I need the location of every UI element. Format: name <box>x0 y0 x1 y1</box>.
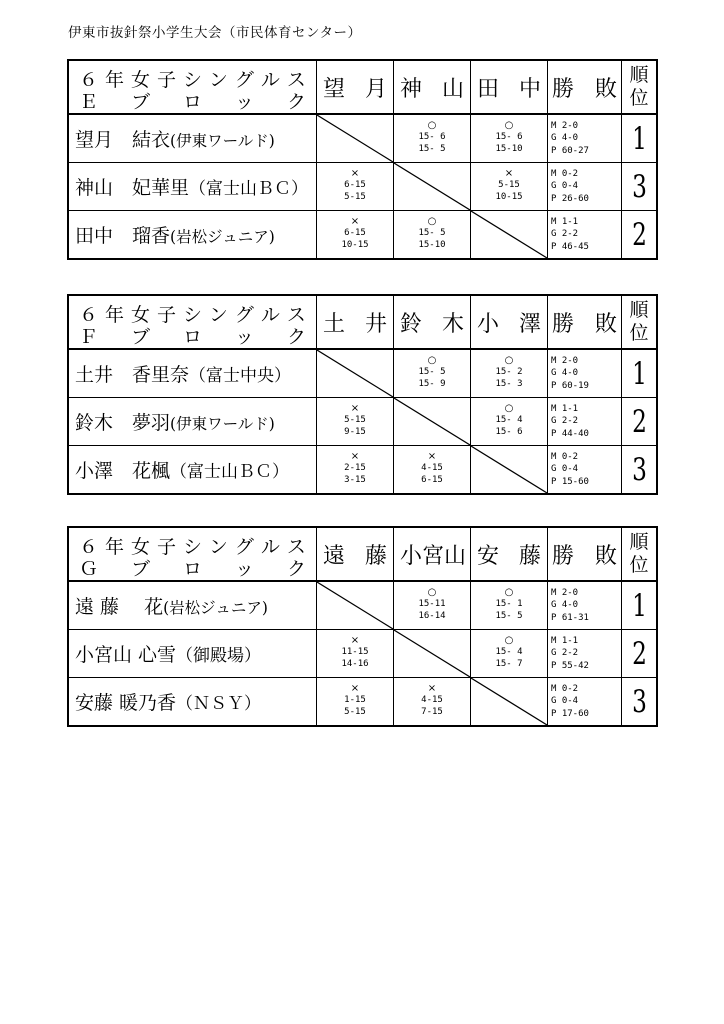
block-header-char: シ <box>182 69 202 91</box>
block-header-char: 女 <box>130 536 150 558</box>
player-name: 田中 瑠香(岩松ジュニア) <box>69 211 317 259</box>
player-row <box>69 630 657 678</box>
match-result: ○ 15- 4 15- 6 <box>471 398 548 446</box>
player-row <box>69 678 657 726</box>
opponent-header: 安 藤 <box>471 528 548 582</box>
block-header-char: 女 <box>130 304 150 326</box>
block-table <box>68 295 657 494</box>
player-row <box>69 211 657 259</box>
win-loss-header: 勝 敗 <box>548 296 622 350</box>
win-loss-summary: M 0-2 G 0-4 P 26-60 <box>548 163 622 211</box>
block-header-char: ン <box>208 304 228 326</box>
match-result: ○ 15-11 16-14 <box>394 581 471 630</box>
opponent-header: 田 中 <box>471 61 548 115</box>
block-header-char: ク <box>286 326 306 348</box>
player-row <box>69 163 657 211</box>
match-result: × 2-15 3-15 <box>317 446 394 494</box>
rank-value: 3 <box>626 163 652 211</box>
block-header-char: ブ <box>130 91 150 113</box>
block-header-char: ル <box>260 536 280 558</box>
block-header-char: 子 <box>156 304 176 326</box>
player-name: 遠 藤 花(岩松ジュニア) <box>69 581 317 630</box>
block-header-char: ン <box>208 69 228 91</box>
opponent-header: 鈴 木 <box>394 296 471 350</box>
match-result: × 5-15 9-15 <box>317 398 394 446</box>
block-header-char: 年 <box>104 69 124 91</box>
win-loss-summary: M 1-1 G 2-2 P 55-42 <box>548 630 622 678</box>
block-header-char: ル <box>260 69 280 91</box>
player-name: 望月 結衣(伊東ワールド) <box>69 114 317 163</box>
match-result: × 6-15 10-15 <box>317 211 394 259</box>
rank-header: 順 位 <box>622 296 657 350</box>
player-row <box>69 114 657 163</box>
win-loss-summary: M 1-1 G 2-2 P 44-40 <box>548 398 622 446</box>
player-name: 土井 香里奈（富士中央） <box>69 349 317 398</box>
block-header-char: 子 <box>156 536 176 558</box>
opponent-header: 小宮山 <box>394 528 471 582</box>
player-club: （ＮＳＹ） <box>176 694 262 714</box>
rank-value: 1 <box>626 581 652 630</box>
win-loss-summary: M 0-2 G 0-4 P 15-60 <box>548 446 622 494</box>
block-header <box>69 528 317 582</box>
win-loss-summary: M 2-0 G 4-0 P 60-27 <box>548 114 622 163</box>
block-header <box>69 61 317 115</box>
win-loss-header: 勝 敗 <box>548 528 622 582</box>
win-loss-summary: M 2-0 G 4-0 P 61-31 <box>548 581 622 630</box>
win-loss-header: 勝 敗 <box>548 61 622 115</box>
self-match-cell <box>471 678 548 726</box>
block-header-char: ッ <box>234 91 254 113</box>
match-result: ○ 15- 6 15- 5 <box>394 114 471 163</box>
self-match-cell <box>394 630 471 678</box>
block-header <box>69 296 317 350</box>
block-header-char: シ <box>182 536 202 558</box>
block-header-char: ロ <box>182 326 202 348</box>
match-result: ○ 15- 1 15- 5 <box>471 581 548 630</box>
match-result: × 4-15 6-15 <box>394 446 471 494</box>
block-header-char: ス <box>286 304 306 326</box>
block-header-char: 年 <box>104 536 124 558</box>
player-row <box>69 349 657 398</box>
block-header-char: グ <box>234 69 254 91</box>
player-club: (岩松ジュニア) <box>170 228 275 246</box>
player-club: (伊東ワールド) <box>170 415 275 433</box>
block-header-char: ク <box>286 91 306 113</box>
block-header-char: Ｆ <box>79 326 99 348</box>
rank-value: 3 <box>626 678 652 726</box>
self-match-cell <box>394 398 471 446</box>
block-header-char: ６ <box>79 69 99 91</box>
rank-value: 3 <box>626 446 652 494</box>
player-name: 小澤 花楓（富士山ＢＣ） <box>69 446 317 494</box>
player-club: （富士山ＢＣ） <box>189 179 309 199</box>
block-header-char: ン <box>208 536 228 558</box>
block-header-char: ブ <box>130 326 150 348</box>
player-name: 小宮山 心雪（御殿場） <box>69 630 317 678</box>
block-header-char: ブ <box>130 558 150 580</box>
block-header-char: ロ <box>182 558 202 580</box>
block-header-char: 子 <box>156 69 176 91</box>
block-header-char: ６ <box>79 304 99 326</box>
win-loss-summary: M 0-2 G 0-4 P 17-60 <box>548 678 622 726</box>
self-match-cell <box>317 581 394 630</box>
opponent-header: 望 月 <box>317 61 394 115</box>
win-loss-summary: M 1-1 G 2-2 P 46-45 <box>548 211 622 259</box>
block-header-char: グ <box>234 304 254 326</box>
player-club: (伊東ワールド) <box>170 132 275 150</box>
rank-value: 2 <box>626 398 652 446</box>
opponent-header: 土 井 <box>317 296 394 350</box>
opponent-header: 小 澤 <box>471 296 548 350</box>
rank-value: 1 <box>626 349 652 398</box>
player-row <box>69 446 657 494</box>
self-match-cell <box>471 446 548 494</box>
block-header-char: ス <box>286 536 306 558</box>
player-club: （富士中央） <box>189 366 292 386</box>
block-header-char: ６ <box>79 536 99 558</box>
rank-value: 2 <box>626 630 652 678</box>
self-match-cell <box>317 349 394 398</box>
player-club: (岩松ジュニア) <box>163 599 268 617</box>
player-name: 鈴木 夢羽(伊東ワールド) <box>69 398 317 446</box>
match-result: × 4-15 7-15 <box>394 678 471 726</box>
match-result: × 6-15 5-15 <box>317 163 394 211</box>
block-header-char: ッ <box>234 558 254 580</box>
win-loss-summary: M 2-0 G 4-0 P 60-19 <box>548 349 622 398</box>
player-club: （御殿場） <box>176 646 262 666</box>
match-result: ○ 15- 4 15- 7 <box>471 630 548 678</box>
rank-header: 順 位 <box>622 528 657 582</box>
rank-value: 2 <box>626 211 652 259</box>
player-club: （富士山ＢＣ） <box>170 462 290 482</box>
block-header-char: ス <box>286 69 306 91</box>
block-header-char: ッ <box>234 326 254 348</box>
self-match-cell <box>317 114 394 163</box>
block-header-char: ク <box>286 558 306 580</box>
self-match-cell <box>471 211 548 259</box>
block-header-char: 女 <box>130 69 150 91</box>
self-match-cell <box>394 163 471 211</box>
player-name: 神山 妃華里（富士山ＢＣ） <box>69 163 317 211</box>
match-result: × 11-15 14-16 <box>317 630 394 678</box>
player-name: 安藤 暖乃香（ＮＳＹ） <box>69 678 317 726</box>
block-table <box>68 527 657 726</box>
match-result: × 1-15 5-15 <box>317 678 394 726</box>
rank-header: 順 位 <box>622 61 657 115</box>
block-header-char: Ｇ <box>79 558 99 580</box>
block-header-char: ロ <box>182 91 202 113</box>
block-header-char: Ｅ <box>79 91 99 113</box>
match-result: ○ 15- 2 15- 3 <box>471 349 548 398</box>
match-result: ○ 15- 6 15-10 <box>471 114 548 163</box>
match-result: ○ 15- 5 15-10 <box>394 211 471 259</box>
document-title: 伊東市抜針祭小学生大会（市民体育センター） <box>68 25 362 41</box>
rank-value: 1 <box>626 114 652 163</box>
block-table <box>68 60 657 259</box>
block-header-char: ル <box>260 304 280 326</box>
opponent-header: 神 山 <box>394 61 471 115</box>
block-header-char: シ <box>182 304 202 326</box>
player-row <box>69 581 657 630</box>
block-header-char: グ <box>234 536 254 558</box>
opponent-header: 遠 藤 <box>317 528 394 582</box>
block-header-char: 年 <box>104 304 124 326</box>
match-result: ○ 15- 5 15- 9 <box>394 349 471 398</box>
match-result: × 5-15 10-15 <box>471 163 548 211</box>
player-row <box>69 398 657 446</box>
